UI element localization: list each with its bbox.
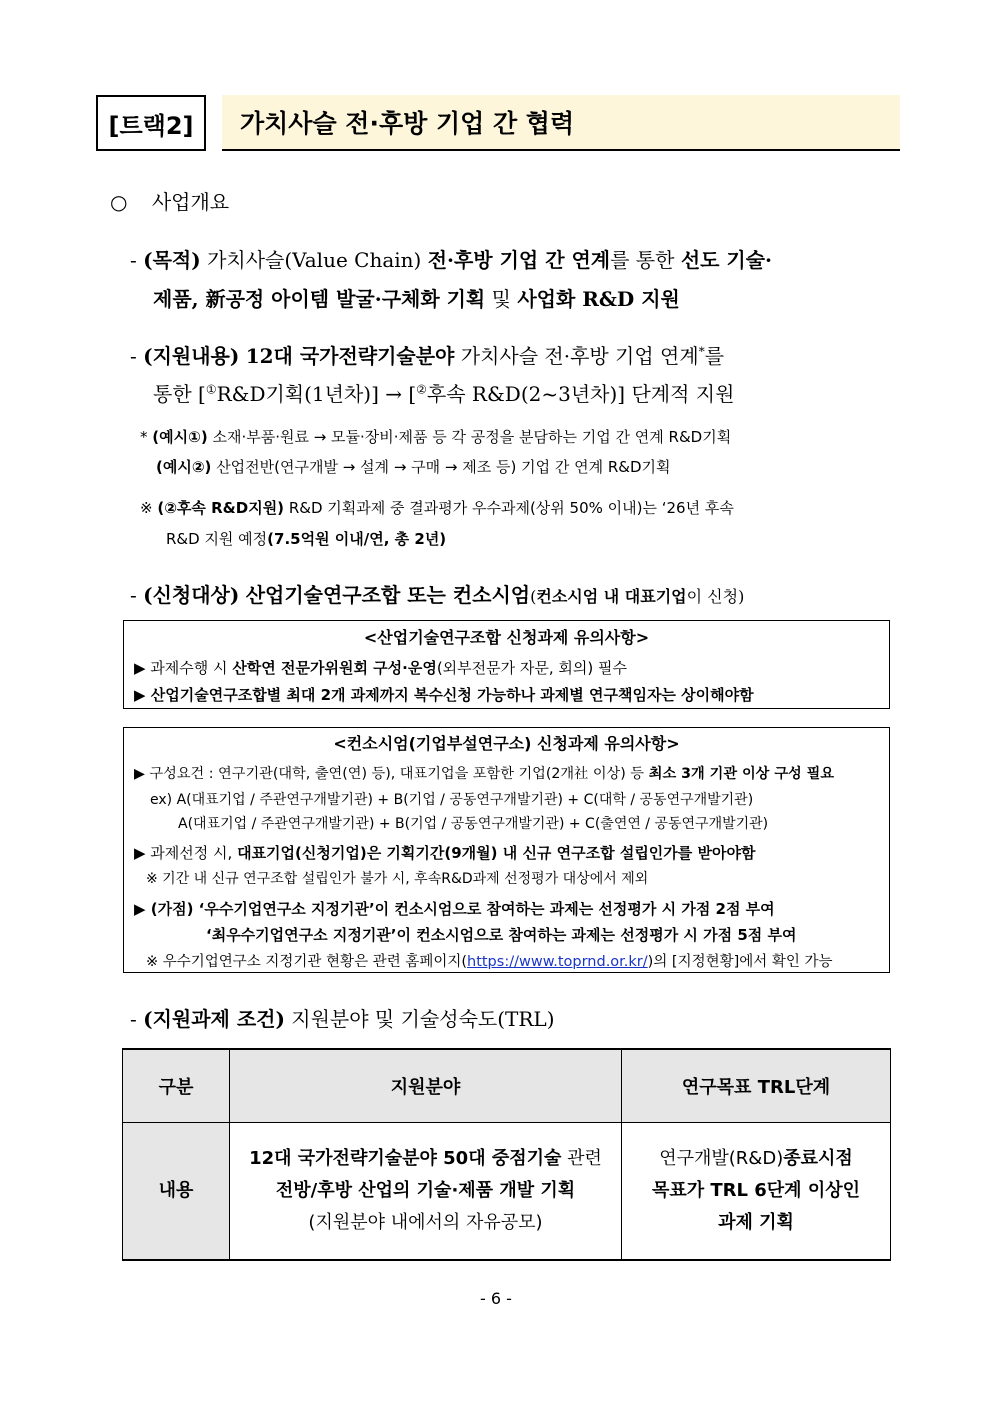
overview-heading-text: 사업개요 <box>151 190 230 214</box>
purpose-text: 가치사슬(Value Chain) <box>207 248 422 272</box>
track-label: [트랙2] <box>96 95 206 151</box>
applicant-line <box>130 579 744 608</box>
applicant-bold: 컨소시엄 내 대표기업 <box>536 587 687 606</box>
table-header-cell: 구분 <box>123 1049 230 1123</box>
cell-bold: 전방/후방 산업의 기술·제품 개발 기획 <box>275 1180 576 1201</box>
cell-text: 관련 <box>567 1148 602 1169</box>
table-row-label: 내용 <box>123 1123 230 1261</box>
notice-line <box>146 950 833 971</box>
note-bold: (7.5억원 이내/연, 총 2년) <box>267 530 447 548</box>
notice-box-consortium <box>123 727 890 973</box>
example-text: 산업전반(연구개발 → 설계 → 구매 → 제조 등) 기업 간 연계 R&D기획 <box>216 458 671 476</box>
dash: - <box>130 583 137 607</box>
support-text: 후속 R&D(2~3년차)] 단계적 지원 <box>426 382 735 406</box>
notice-line: ‘최우수기업연구소 지정기관’이 컨소시엄으로 참여하는 과제는 선정평가 시 가점 5점 부여 <box>206 926 797 944</box>
purpose-line-1 <box>130 244 772 273</box>
notice-line: ▶ 산업기술연구조합별 최대 2개 과제까지 복수신청 가능하나 과제별 연구책임자는 상이해야함 <box>134 686 754 704</box>
notice-box-title: <컨소시엄(기업부설연구소) 신청과제 유의사항> <box>333 734 680 753</box>
table-row <box>123 1123 891 1261</box>
purpose-bold: 사업화 R&D 지원 <box>517 287 680 311</box>
support-label: (지원내용) <box>143 344 240 368</box>
example-2 <box>156 456 671 477</box>
applicant-label: (신청대상) <box>143 583 240 607</box>
page-number: - 6 - <box>480 1289 512 1308</box>
cell-text: (지원분야 내에서의 자유공모) <box>308 1212 543 1233</box>
notice-bold: 대표기업(신청기업)은 기획기간(9개월) 내 신규 연구조합 설립인가를 받아야함 <box>237 844 756 862</box>
table-header-cell: 지원분야 <box>230 1049 622 1123</box>
note-line-2 <box>166 528 446 549</box>
notice-box-research-union <box>123 620 890 709</box>
page-title-text: 가치사슬 전·후방 기업 간 협력 <box>240 109 575 138</box>
notice-text: )의 [지정현황]에서 확인 가능 <box>647 954 833 970</box>
example-label: (예시①) <box>152 428 208 446</box>
applicant-text: 이 신청) <box>686 587 745 606</box>
example-text: 소재·부품·원료 → 모듈·장비·제품 등 각 공정을 분담하는 기업 간 연계 R&D기획 <box>212 428 732 446</box>
purpose-text: 를 통한 <box>610 248 675 272</box>
note-line-1 <box>140 497 734 518</box>
conditions-label: (지원과제 조건) <box>143 1007 285 1031</box>
applicant-text: ( <box>530 587 537 606</box>
conditions-line <box>130 1003 555 1032</box>
circled-number-2: ② <box>416 382 427 397</box>
overview-heading <box>110 186 229 215</box>
support-bold: 12대 국가전략기술분야 <box>245 344 455 368</box>
table-header-row <box>123 1049 891 1123</box>
notice-bold: 최소 3개 기관 이상 구성 필요 <box>648 766 835 782</box>
notice-line <box>134 763 834 783</box>
dash: - <box>130 1007 137 1031</box>
footnote-mark: * <box>140 428 148 446</box>
notice-bold: 산학연 전문가위원회 구성·운영 <box>232 659 437 677</box>
purpose-bold: 제품, 新공정 아이템 발굴·구체화 기획 <box>153 287 486 311</box>
cell-bold: 종료시점 <box>783 1148 853 1169</box>
example-label: (예시②) <box>156 458 212 476</box>
support-text: 를 <box>704 344 725 368</box>
trl-table <box>122 1048 891 1261</box>
notice-line <box>134 842 755 863</box>
notice-text: ※ 우수기업연구소 지정기관 현황은 관련 홈페이지( <box>146 954 467 970</box>
purpose-bold: 전·후방 기업 간 연계 <box>427 248 611 272</box>
purpose-bold: 선도 기술· <box>680 248 773 272</box>
notice-text: (외부전문가 자문, 회의) 필수 <box>436 659 627 677</box>
table-header-cell: 연구목표 TRL단계 <box>622 1049 891 1123</box>
support-text: R&D기획(1년차)] → [ <box>216 382 417 406</box>
notice-text: ▶ 과제선정 시, <box>134 844 233 862</box>
footnote-mark: * <box>698 344 705 359</box>
cell-bold: 과제 기획 <box>718 1212 794 1233</box>
note-text: R&D 기획과제 중 결과평가 우수과제(상위 50% 이내)는 ‘26년 후속 <box>288 499 734 517</box>
notice-text: ▶ 과제수행 시 <box>134 659 228 677</box>
table-cell <box>622 1123 891 1261</box>
notice-box-title: <산업기술연구조합 신청과제 유의사항> <box>363 628 650 647</box>
notice-line <box>134 657 627 678</box>
cell-bold: 12대 국가전략기술분야 50대 중점기술 <box>249 1148 562 1169</box>
note-mark: ※ <box>140 499 153 517</box>
support-line-2 <box>153 378 734 407</box>
circle-bullet: ○ <box>110 190 128 214</box>
circled-number-1: ① <box>205 382 217 397</box>
notice-line: ※ 기간 내 신규 연구조합 설립인가 불가 시, 후속R&D과제 선정평가 대상에서 제외 <box>146 871 649 887</box>
purpose-text: 및 <box>491 287 511 311</box>
note-bold: (②후속 R&D지원) <box>157 499 285 517</box>
toprnd-link[interactable]: https://www.toprnd.or.kr/ <box>467 954 648 970</box>
purpose-label: (목적) <box>143 248 201 272</box>
conditions-text: 지원분야 및 기술성숙도(TRL) <box>291 1007 555 1031</box>
dash: - <box>130 248 137 272</box>
support-text: 가치사슬 전·후방 기업 연계 <box>460 344 699 368</box>
note-text: R&D 지원 예정 <box>166 530 268 548</box>
purpose-line-2 <box>153 283 680 312</box>
page-title <box>222 95 900 151</box>
notice-line: ▶ (가점) ‘우수기업연구소 지정기관’이 컨소시엄으로 참여하는 과제는 선정평가 시 가점 2점 부여 <box>134 900 775 918</box>
dash: - <box>130 344 137 368</box>
support-line-1 <box>130 340 724 369</box>
example-1 <box>140 426 731 447</box>
support-text: 통한 [ <box>153 382 206 406</box>
applicant-bold: 산업기술연구조합 또는 컨소시엄 <box>245 583 531 607</box>
cell-text: 연구개발(R&D) <box>659 1148 784 1169</box>
notice-line: ex) A(대표기업 / 주관연구개발기관) + B(기업 / 공동연구개발기관) + C(대학 / 공동연구개발기관) <box>150 792 754 808</box>
notice-line: A(대표기업 / 주관연구개발기관) + B(기업 / 공동연구개발기관) + C(출연연 / 공동연구개발기관) <box>178 816 769 832</box>
cell-bold: 목표가 TRL 6단계 이상인 <box>651 1180 861 1201</box>
table-cell <box>230 1123 622 1261</box>
notice-text: ▶ 구성요건 : 연구기관(대학, 출연(연) 등), 대표기업을 포함한 기업(2개社 이상) 등 <box>134 766 644 782</box>
